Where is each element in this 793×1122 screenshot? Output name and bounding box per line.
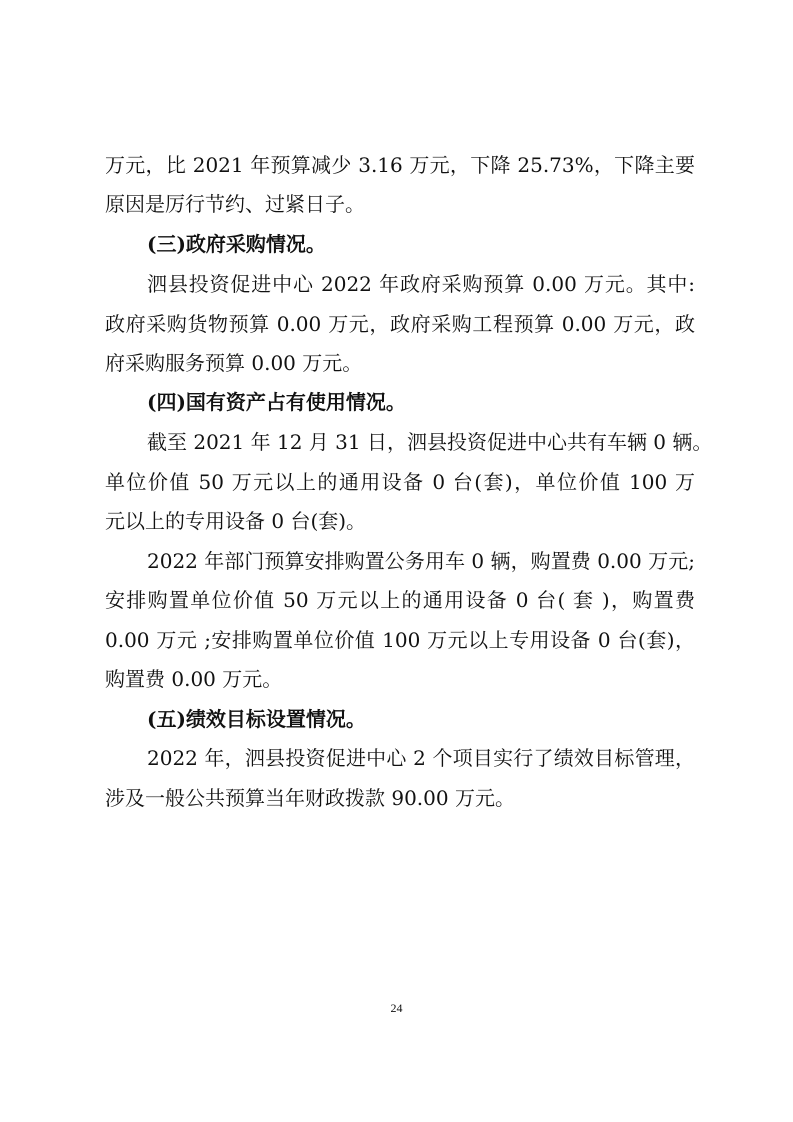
section-heading-procurement: (三)政府采购情况。 (147, 232, 326, 256)
paragraph-line: 万元，比 2021 年预算减少 3.16 万元，下降 25.73%，下降主要 (105, 153, 695, 177)
section-heading-performance-goals: (五)绩效目标设置情况。 (147, 707, 366, 731)
paragraph-line: 政府采购货物预算 0.00 万元，政府采购工程预算 0.00 万元，政 (105, 312, 695, 336)
paragraph-line: 泗县投资促进中心 2022 年政府采购预算 0.00 万元。其中: (147, 272, 695, 296)
paragraph-line: 元以上的专用设备 0 台(套)。 (105, 509, 367, 533)
section-heading-state-assets: (四)国有资产占有使用情况。 (147, 390, 406, 414)
paragraph-line: 原因是厉行节约、过紧日子。 (105, 192, 365, 216)
paragraph-line: 安排购置单位价值 50 万元以上的通用设备 0 台( 套 )，购置费 (105, 588, 695, 612)
paragraph-line: 2022 年部门预算安排购置公务用车 0 辆，购置费 0.00 万元; (147, 549, 695, 573)
paragraph-line: 涉及一般公共预算当年财政拨款 90.00 万元。 (105, 786, 515, 810)
paragraph-line: 府采购服务预算 0.00 万元。 (105, 351, 363, 375)
paragraph-line: 2022 年，泗县投资促进中心 2 个项目实行了绩效目标管理， (147, 746, 695, 770)
paragraph-line: 截至 2021 年 12 月 31 日，泗县投资促进中心共有车辆 0 辆。 (147, 430, 713, 454)
paragraph-line: 购置费 0.00 万元。 (105, 667, 283, 691)
page-number: 24 (390, 1001, 403, 1015)
paragraph-line: 单位价值 50 万元以上的通用设备 0 台(套)，单位价值 100 万 (105, 470, 695, 494)
paragraph-line: 0.00 万元 ;安排购置单位价值 100 万元以上专用设备 0 台(套)， (105, 628, 695, 652)
